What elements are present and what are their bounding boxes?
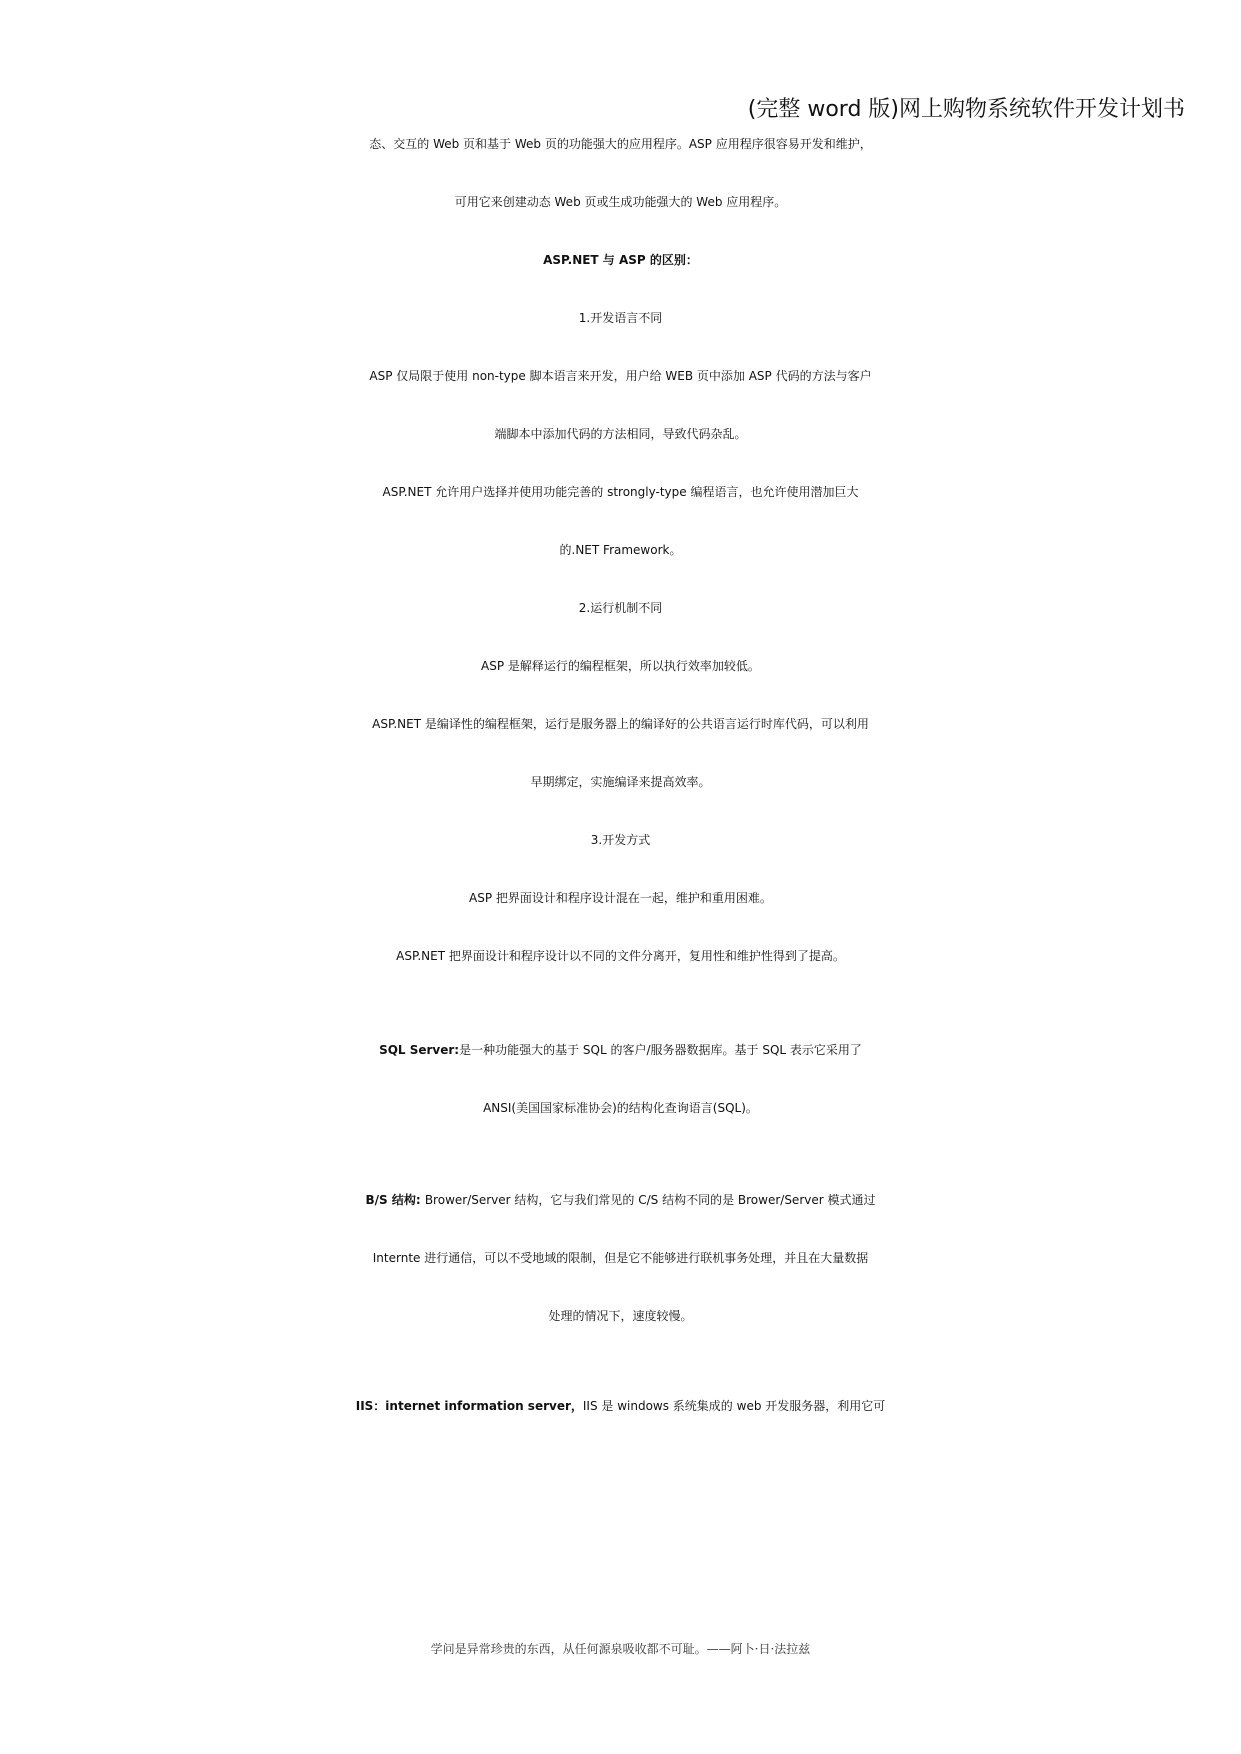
item-title-3: 3.开发方式	[590, 833, 651, 847]
paragraph-line: 的.NET Framework。	[559, 543, 682, 557]
paragraph-line: ASP 仅局限于使用 non-type 脚本语言来开发，用户给 WEB 页中添加 ASP 代码的方法与客户	[369, 369, 872, 383]
paragraph-line: ASP.NET 是编译性的编程框架，运行是服务器上的编译好的公共语言运行时库代码，可以利用	[372, 717, 869, 731]
paragraph-line: ASP.NET 把界面设计和程序设计以不同的文件分离开，复用性和维护性得到了提高。	[396, 949, 845, 963]
sql-server-term: SQL Server:	[379, 1043, 460, 1057]
item-title-2: 2.运行机制不同	[578, 601, 663, 615]
sql-server-paragraph	[0, 1030, 1241, 1070]
paragraph-line: 端脚本中添加代码的方法相同，导致代码杂乱。	[494, 427, 747, 441]
iis-term: IIS：internet information server，	[355, 1399, 583, 1413]
iis-text: IIS 是 windows 系统集成的 web 开发服务器，利用它可	[582, 1399, 886, 1413]
paragraph-line: ASP.NET 允许用户选择并使用功能完善的 strongly-type 编程语言，也允许使用潜加巨大	[382, 485, 859, 499]
paragraph-line: 处理的情况下，速度较慢。	[548, 1309, 693, 1323]
iis-paragraph	[0, 1386, 1241, 1426]
paragraph-line: Internte 进行通信，可以不受地域的限制，但是它不能够进行联机事务处理，并且在大量数据	[372, 1251, 869, 1265]
page-header: (完整 word 版)网上购物系统软件开发计划书	[747, 97, 1185, 122]
page-footer-quote: 学问是异常珍贵的东西，从任何源泉吸收都不可耻。——阿卜·日·法拉兹	[430, 1642, 811, 1656]
paragraph-line: 早期绑定，实施编译来提高效率。	[530, 775, 711, 789]
paragraph-line: ASP 把界面设计和程序设计混在一起，维护和重用困难。	[469, 891, 772, 905]
paragraph-line: 可用它来创建动态 Web 页或生成功能强大的 Web 应用程序。	[454, 195, 787, 209]
paragraph-line: ASP 是解释运行的编程框架，所以执行效率加较低。	[481, 659, 760, 673]
bs-structure-term: B/S 结构:	[365, 1193, 425, 1207]
bs-structure-text: Brower/Server 结构，它与我们常见的 C/S 结构不同的是 Brower/Server 模式通过	[424, 1193, 876, 1207]
bs-structure-paragraph	[0, 1180, 1241, 1220]
paragraph-line: ANSI(美国国家标准协会)的结构化查询语言(SQL)。	[483, 1101, 758, 1115]
paragraph-line: 态、交互的 Web 页和基于 Web 页的功能强大的应用程序。ASP 应用程序很容易开发和维护，	[369, 137, 872, 151]
sql-server-text: 是一种功能强大的基于 SQL 的客户/服务器数据库。基于 SQL 表示它采用了	[459, 1043, 862, 1057]
section-heading: ASP.NET 与 ASP 的区别：	[543, 253, 698, 267]
item-title-1: 1.开发语言不同	[578, 311, 663, 325]
